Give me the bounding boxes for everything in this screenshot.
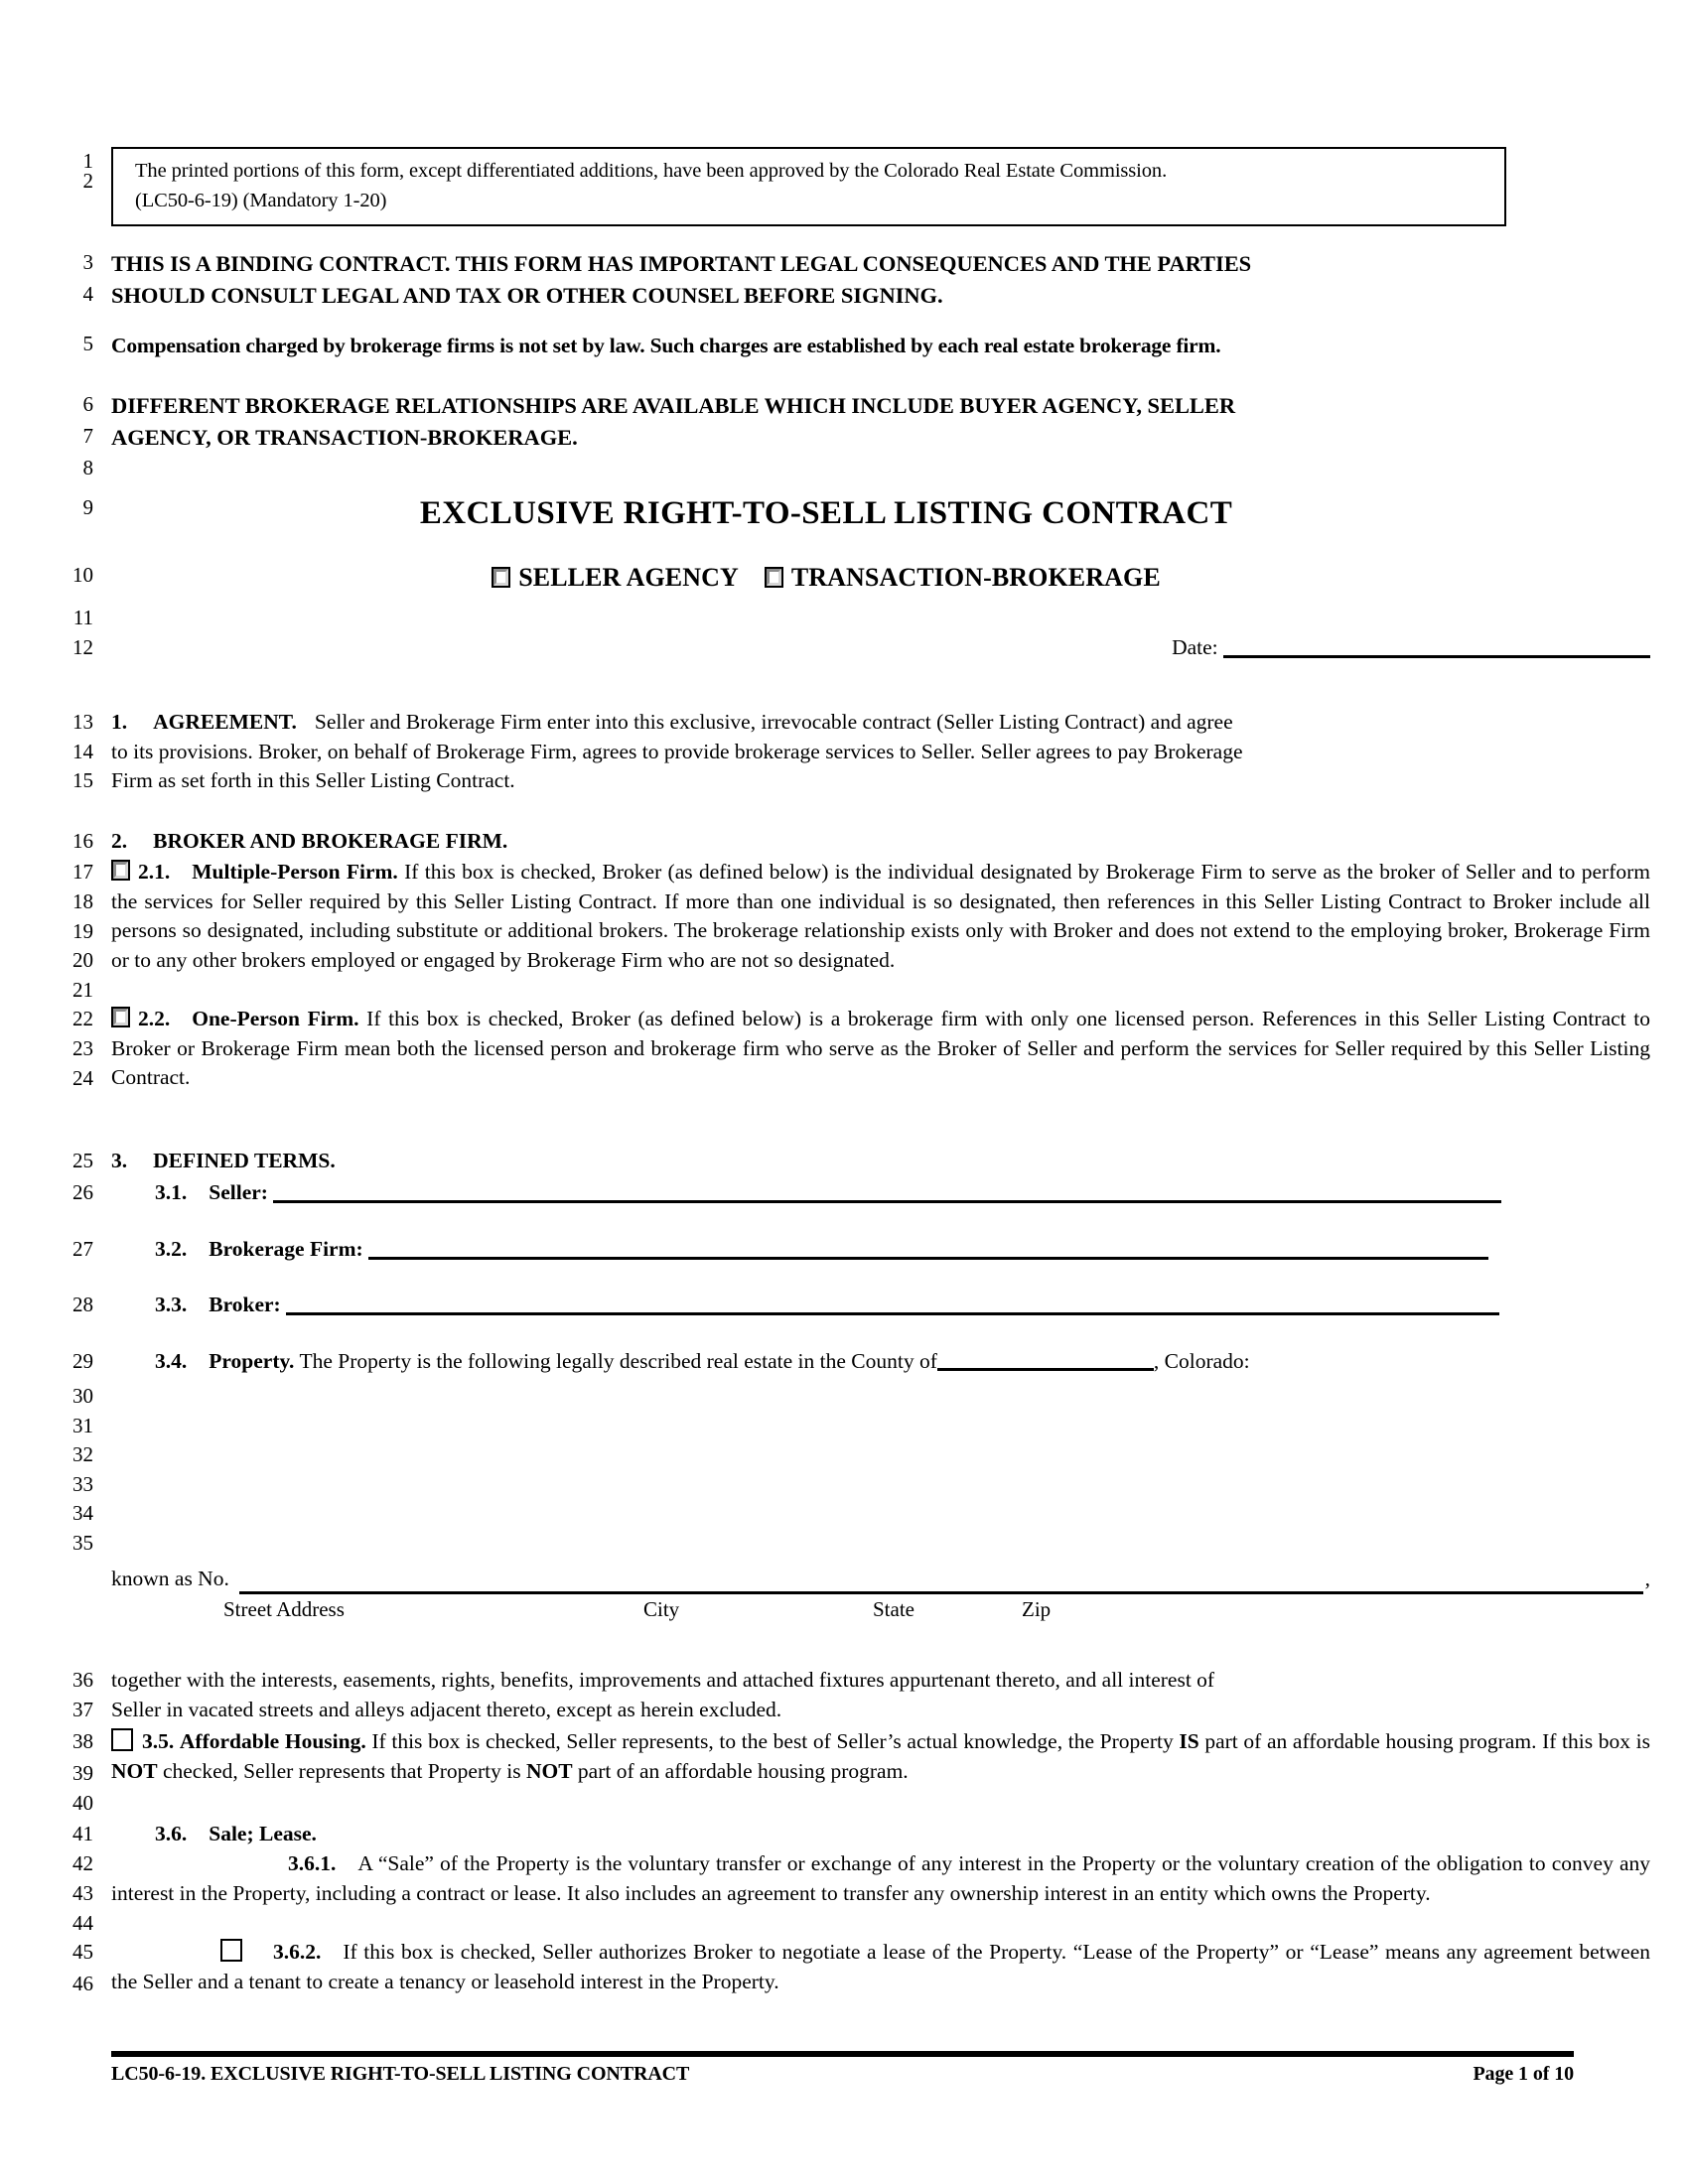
section-2-2-number: 2.2. bbox=[138, 1007, 171, 1030]
address-trailing-comma: , bbox=[1644, 1567, 1650, 1590]
appurtenant-line-2: Seller in vacated streets and alleys adjacent thereto, except as herein excluded. bbox=[111, 1697, 782, 1721]
section-3-5-affordable-housing bbox=[0, 1727, 1688, 1815]
line-number: 43 bbox=[72, 1881, 93, 1905]
section-3-6-1-number: 3.6.1. bbox=[288, 1851, 337, 1875]
line-number: 12 bbox=[72, 635, 93, 659]
line-number: 31 bbox=[72, 1413, 93, 1437]
appurtenant-interests-block bbox=[0, 1666, 1688, 1724]
line-number: 33 bbox=[72, 1471, 93, 1496]
date-label: Date: bbox=[1172, 635, 1218, 659]
section-2-1-body: If this box is checked, Broker (as defined below) is the individual designated by Brokerage Firm to serve as the broker of Seller and to perform the services for Seller required by this Seller Listing Contract. If more than one individual is so designated, then references in this Seller Listing Contract to Broker include all persons so designated, including substitute or additional brokers. The brokerage relationship exists only with Broker and does not extend to the employing broker, Brokerage Firm or to any other brokers employed or engaged by Brokerage Firm who are not so designated. bbox=[111, 860, 1650, 972]
section-3-2-brokerage-firm-row bbox=[0, 1235, 1688, 1265]
line-number: 32 bbox=[72, 1442, 93, 1466]
section-3-6-1-sale-definition bbox=[0, 1849, 1688, 1935]
broker-name-input[interactable] bbox=[286, 1293, 1499, 1315]
line-number: 18 bbox=[72, 889, 93, 913]
property-address-input[interactable] bbox=[239, 1568, 1643, 1594]
line-number: 36 bbox=[72, 1668, 93, 1692]
section-2-1-number: 2.1. bbox=[138, 860, 171, 884]
relationships-line-2: AGENCY, OR TRANSACTION-BROKERAGE. bbox=[111, 425, 578, 450]
section-2-2-body: If this box is checked, Broker (as defined below) is a brokerage firm with only one licensed person. References in this Seller Listing Contract to Broker or Brokerage Firm mean both the licensed person and brokerage firm who serve as the Broker of Seller and perform the services for Seller required by this Seller Listing Contract. bbox=[111, 1007, 1650, 1089]
section-3-6-2-lease-authorization bbox=[0, 1938, 1688, 1996]
date-input[interactable] bbox=[1223, 635, 1650, 658]
seller-agency-checkbox[interactable] bbox=[492, 567, 510, 588]
line-number: 44 bbox=[72, 1910, 93, 1935]
transaction-brokerage-label: TRANSACTION-BROKERAGE bbox=[790, 563, 1161, 592]
line-number: 46 bbox=[72, 1972, 93, 1995]
section-3-5-body-d: part of an affordable housing program. bbox=[572, 1758, 909, 1783]
section-2-heading-row bbox=[0, 827, 1688, 857]
section-2-2-heading: One-Person Firm. bbox=[192, 1007, 359, 1030]
section-1-agreement bbox=[0, 708, 1688, 796]
section-3-4-heading: Property. bbox=[209, 1349, 295, 1373]
approval-box bbox=[111, 147, 1506, 226]
section-2-2-one-person-firm bbox=[0, 1005, 1688, 1093]
line-number: 2 bbox=[82, 169, 93, 193]
line-number: 20 bbox=[72, 948, 93, 972]
section-3-1-number: 3.1. bbox=[155, 1180, 188, 1204]
line-number: 34 bbox=[72, 1501, 93, 1525]
brokerage-relationships-notice bbox=[0, 390, 1688, 483]
appurtenant-line-1: together with the interests, easements, rights, benefits, improvements and attached fixtures appurtenant thereto, and all interest of bbox=[111, 1668, 1215, 1692]
section-3-number: 3. bbox=[111, 1149, 128, 1172]
document-title-row bbox=[0, 493, 1688, 533]
line-number: 24 bbox=[72, 1065, 93, 1090]
section-3-2-label: Brokerage Firm: bbox=[209, 1237, 363, 1261]
transaction-brokerage-checkbox[interactable] bbox=[765, 567, 783, 588]
line-number: 35 bbox=[72, 1530, 93, 1555]
approval-notice-block bbox=[0, 147, 1688, 211]
line-number: 41 bbox=[72, 1822, 93, 1845]
seller-name-input[interactable] bbox=[273, 1180, 1501, 1203]
line-number: 26 bbox=[72, 1180, 93, 1204]
section-3-1-label: Seller: bbox=[209, 1180, 268, 1204]
section-1-body-line-2: to its provisions. Broker, on behalf of Brokerage Firm, agrees to provide brokerage services to Seller. Seller agrees to pay Brokerage bbox=[111, 739, 1243, 763]
section-1-number: 1. bbox=[111, 710, 128, 734]
line-number: 25 bbox=[72, 1149, 93, 1172]
line-number: 13 bbox=[72, 710, 93, 734]
line-number: 19 bbox=[72, 918, 93, 943]
affordable-not-emphasis-1: NOT bbox=[111, 1758, 158, 1783]
section-3-6-1-body: A “Sale” of the Property is the voluntary transfer or exchange of any interest in the Property or the voluntary creation of the obligation to convey any interest in the Property, including a contract or lease. It also includes an agreement to transfer any ownership interest in an entity which owns the Property. bbox=[111, 1851, 1650, 1905]
binding-contract-notice bbox=[0, 248, 1688, 312]
line-number: 4 bbox=[82, 282, 93, 306]
date-row bbox=[0, 633, 1688, 663]
footer-page-number: Page 1 of 10 bbox=[1473, 2063, 1574, 2085]
section-3-3-broker-row bbox=[0, 1291, 1688, 1320]
line-number: 42 bbox=[72, 1851, 93, 1875]
agency-selection-row bbox=[0, 561, 1688, 595]
line-number: 23 bbox=[72, 1036, 93, 1060]
section-3-6-2-number: 3.6.2. bbox=[273, 1940, 322, 1964]
line-number: 30 bbox=[72, 1384, 93, 1408]
section-1-body-line-1: Seller and Brokerage Firm enter into this exclusive, irrevocable contract (Seller Listing Contract) and agree bbox=[314, 710, 1233, 734]
line-number: 1 bbox=[82, 149, 93, 173]
footer-form-title: LC50-6-19. EXCLUSIVE RIGHT-TO-SELL LISTING CONTRACT bbox=[111, 2063, 690, 2085]
line-number: 10 bbox=[72, 563, 93, 587]
known-as-label: known as No. bbox=[111, 1567, 229, 1590]
line-number: 7 bbox=[82, 424, 93, 448]
line-number: 16 bbox=[72, 829, 93, 853]
section-2-1-heading: Multiple-Person Firm. bbox=[192, 860, 398, 884]
legal-description-blank-area[interactable] bbox=[0, 1382, 1688, 1558]
section-3-heading-row bbox=[0, 1147, 1688, 1176]
section-1-body-line-3: Firm as set forth in this Seller Listing Contract. bbox=[111, 768, 515, 792]
line-number: 21 bbox=[72, 977, 93, 1002]
section-3-3-number: 3.3. bbox=[155, 1293, 188, 1316]
line-number: 9 bbox=[82, 495, 93, 519]
caption-state: State bbox=[873, 1596, 914, 1621]
approval-line-2: (LC50-6-19) (Mandatory 1-20) bbox=[135, 189, 387, 211]
compensation-notice bbox=[0, 330, 1688, 361]
section-3-heading: DEFINED TERMS. bbox=[153, 1149, 336, 1172]
brokerage-firm-input[interactable] bbox=[368, 1237, 1488, 1260]
property-address-block bbox=[0, 1565, 1688, 1628]
section-2-heading: BROKER AND BROKERAGE FIRM. bbox=[153, 829, 508, 853]
multiple-person-firm-checkbox[interactable] bbox=[111, 860, 130, 881]
blank-line-11 bbox=[0, 604, 1688, 633]
line-number: 15 bbox=[72, 768, 93, 792]
line-number: 11 bbox=[72, 606, 93, 629]
line-number: 6 bbox=[82, 392, 93, 416]
line-number: 39 bbox=[72, 1761, 93, 1785]
section-3-5-body-a: If this box is checked, Seller represents, to the best of Seller’s actual knowledge, the Property bbox=[371, 1729, 1180, 1753]
affordable-not-emphasis-2: NOT bbox=[525, 1758, 573, 1783]
lease-negotiation-checkbox[interactable] bbox=[220, 1939, 242, 1962]
section-3-6-number: 3.6. bbox=[155, 1822, 188, 1845]
caption-city: City bbox=[643, 1596, 680, 1621]
line-number: 8 bbox=[82, 456, 93, 479]
section-3-3-label: Broker: bbox=[209, 1293, 281, 1316]
seller-agency-label: SELLER AGENCY bbox=[518, 563, 739, 592]
compensation-notice-text: Compensation charged by brokerage firms is not set by law. Such charges are established by each real estate brokerage firm. bbox=[111, 334, 1221, 357]
binding-notice-line-1: THIS IS A BINDING CONTRACT. THIS FORM HAS IMPORTANT LEGAL CONSEQUENCES AND THE PARTIES bbox=[111, 251, 1252, 276]
line-number: 5 bbox=[82, 332, 93, 355]
section-3-5-body-b: part of an affordable housing program. If this box is bbox=[1198, 1729, 1650, 1753]
county-input[interactable] bbox=[937, 1351, 1154, 1371]
section-3-2-number: 3.2. bbox=[155, 1237, 188, 1261]
affordable-housing-checkbox[interactable] bbox=[111, 1728, 133, 1751]
line-number: 38 bbox=[72, 1729, 93, 1753]
footer-divider bbox=[111, 2051, 1574, 2057]
line-number: 28 bbox=[72, 1293, 93, 1316]
line-number: 17 bbox=[72, 860, 93, 884]
section-3-4-body-pre: The Property is the following legally described real estate in the County of bbox=[299, 1349, 937, 1373]
section-3-6-sale-lease-row bbox=[0, 1820, 1688, 1849]
approval-line-1: The printed portions of this form, except differentiated additions, have been approved by the Colorado Real Estate Commission. bbox=[135, 160, 1168, 182]
line-number: 3 bbox=[82, 250, 93, 274]
page-title: EXCLUSIVE RIGHT-TO-SELL LISTING CONTRACT bbox=[419, 495, 1233, 531]
page-footer bbox=[111, 2063, 1574, 2086]
line-number: 14 bbox=[72, 739, 93, 763]
section-3-4-body-post: , Colorado: bbox=[1153, 1349, 1250, 1373]
section-3-6-2-body: If this box is checked, Seller authorizes Broker to negotiate a lease of the Property. “Lease of the Property” or “Lease” means any agreement between the Seller and a tenant to create a tenancy or leasehold interest in the Property. bbox=[111, 1940, 1650, 1993]
section-3-5-number: 3.5. bbox=[142, 1729, 175, 1753]
line-number: 22 bbox=[72, 1007, 93, 1030]
binding-notice-line-2: SHOULD CONSULT LEGAL AND TAX OR OTHER COUNSEL BEFORE SIGNING. bbox=[111, 283, 943, 308]
section-3-6-heading: Sale; Lease. bbox=[209, 1822, 317, 1845]
section-1-heading: AGREEMENT. bbox=[153, 710, 297, 734]
caption-street-address: Street Address bbox=[223, 1596, 345, 1621]
section-2-1-multiple-person-firm bbox=[0, 858, 1688, 1002]
affordable-is-emphasis: IS bbox=[1179, 1729, 1199, 1753]
section-3-5-body-c: checked, Seller represents that Property is bbox=[157, 1758, 526, 1783]
relationships-line-1: DIFFERENT BROKERAGE RELATIONSHIPS ARE AVAILABLE WHICH INCLUDE BUYER AGENCY, SELLER bbox=[111, 393, 1236, 418]
address-field-captions bbox=[0, 1594, 1688, 1628]
section-3-5-heading: Affordable Housing. bbox=[179, 1729, 366, 1753]
section-3-4-property-row bbox=[0, 1347, 1688, 1377]
section-3-1-seller-row bbox=[0, 1178, 1688, 1208]
line-number: 37 bbox=[72, 1697, 93, 1721]
one-person-firm-checkbox[interactable] bbox=[111, 1007, 130, 1027]
caption-zip: Zip bbox=[1022, 1596, 1052, 1621]
line-number: 27 bbox=[72, 1237, 93, 1261]
section-2-number: 2. bbox=[111, 829, 128, 853]
line-number: 29 bbox=[72, 1349, 93, 1373]
line-number: 45 bbox=[72, 1940, 93, 1964]
line-number: 40 bbox=[72, 1790, 93, 1815]
section-3-4-number: 3.4. bbox=[155, 1349, 188, 1373]
